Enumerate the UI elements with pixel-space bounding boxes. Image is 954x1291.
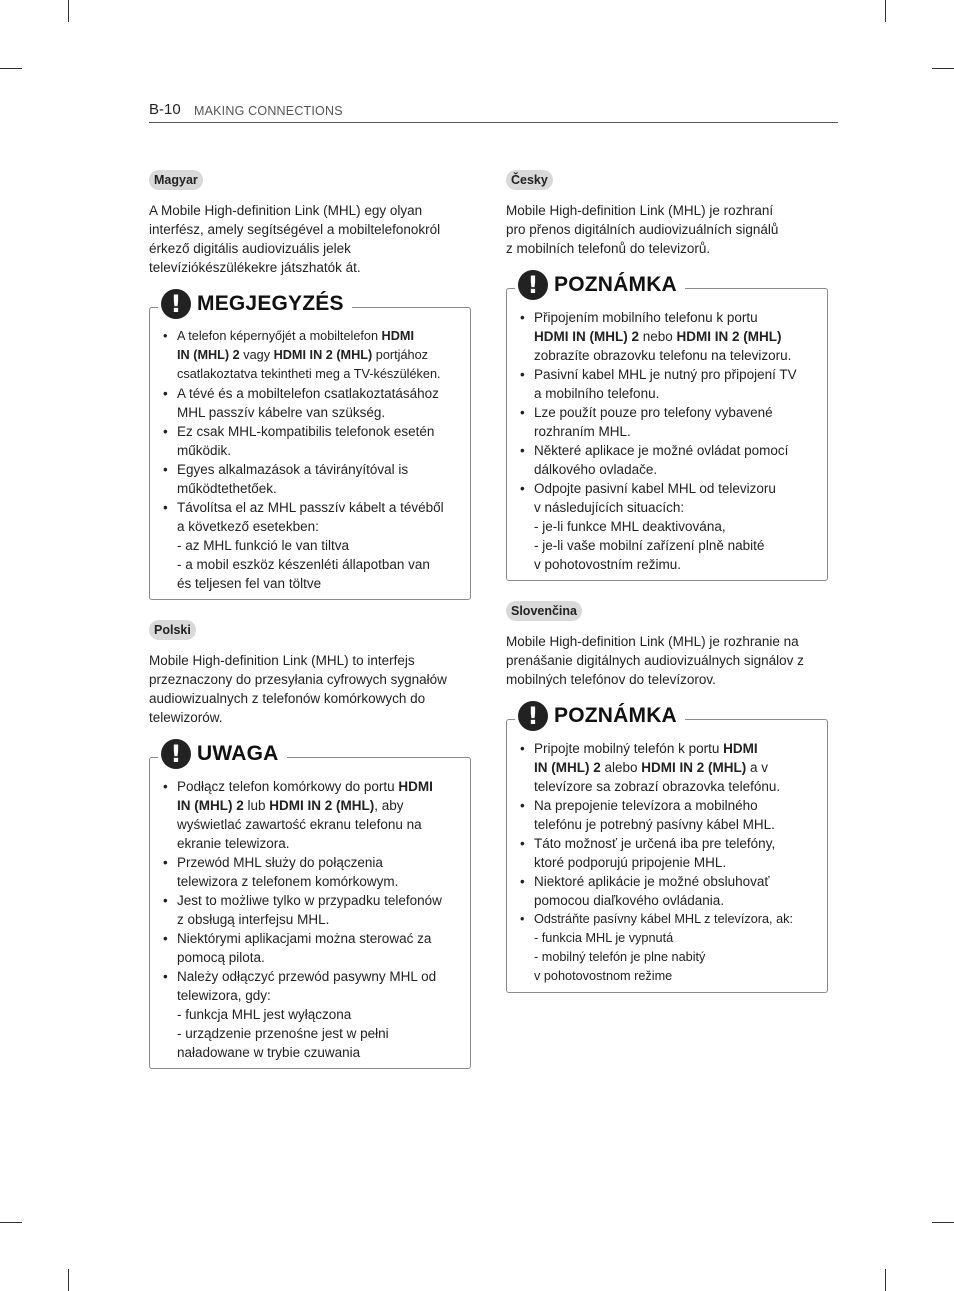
list-item	[163, 967, 458, 1062]
item-text: Przewód MHL służy do połączenia telewizora z telefonem komórkowym.	[177, 855, 399, 889]
note-header	[515, 698, 685, 734]
list-item	[163, 422, 458, 460]
list-item	[520, 739, 815, 796]
language-label: Česky	[506, 170, 553, 190]
list-item	[520, 834, 815, 872]
intro-paragraph: Mobile High-definition Link (MHL) je rozhranie na prenášanie digitálnych audiovizuálnych signálov z mobilných telefónov do televízorov.	[506, 634, 804, 687]
note-list	[163, 327, 458, 593]
crop-mark	[0, 68, 22, 69]
item-text: Lze použít pouze pro telefony vybavené rozhraním MHL.	[534, 405, 773, 439]
note-box	[149, 290, 471, 600]
crop-mark	[68, 1269, 69, 1291]
item-text: Należy odłączyć przewód pasywny MHL od telewizora, gdy: - funkcja MHL jest wyłączona - urządzenie przenośne jest w pełni naładowane w trybie czuwania	[177, 969, 437, 1060]
crop-mark	[68, 0, 69, 22]
list-item	[520, 403, 815, 441]
note-box	[149, 740, 471, 1069]
list-item	[163, 384, 458, 422]
item-text: Niektórymi aplikacjami można sterować za pomocą pilota.	[177, 931, 432, 965]
list-item	[163, 891, 458, 929]
intro-paragraph: Mobile High-definition Link (MHL) to interfejs przeznaczony do przesyłania cyfrowych sygnałów audiowizualnych z telefonów komórkowych do telewizorów.	[149, 653, 447, 725]
crop-mark	[932, 68, 954, 69]
section-czech	[506, 170, 828, 581]
note-title: POZNÁMKA	[554, 704, 677, 727]
item-text: , aby wyświetlać zawartość ekranu telefonu na ekranie telewizora.	[177, 798, 422, 851]
item-text: lub	[243, 798, 270, 813]
list-item	[163, 777, 458, 853]
right-column	[506, 170, 828, 993]
exclamation-icon: !	[518, 701, 548, 731]
list-item	[163, 498, 458, 593]
item-text: Ez csak MHL-kompatibilis telefonok esetén működik.	[177, 424, 435, 458]
section-hungarian	[149, 170, 471, 600]
list-item	[520, 365, 815, 403]
list-item	[163, 327, 458, 384]
intro-paragraph: Mobile High-definition Link (MHL) je rozhraní pro přenos digitálních audiovizuálních signálů z mobilních telefonů do televizorů.	[506, 203, 779, 256]
page-number: B-10	[149, 101, 181, 118]
port-label: HDMI IN 2 (MHL)	[641, 760, 747, 775]
item-text: alebo	[600, 760, 642, 775]
language-label: Polski	[149, 620, 196, 640]
note-list	[520, 308, 815, 574]
item-text: Pasivní kabel MHL je nutný pro připojení TV a mobilního telefonu.	[534, 367, 797, 401]
intro-paragraph: A Mobile High-definition Link (MHL) egy olyan interfész, amely segítségével a mobiltelefonokról érkező digitális audiovizuális jelek televíziókészülékekre játszhatók át.	[149, 203, 441, 275]
section-title: MAKING CONNECTIONS	[194, 104, 343, 118]
port-label: HDMI IN 2 (MHL)	[269, 798, 375, 813]
crop-mark	[885, 1269, 886, 1291]
item-text: zobrazíte obrazovku telefonu na televizoru.	[534, 348, 792, 363]
port-label: HDMI IN 2 (MHL)	[273, 348, 373, 362]
list-item	[163, 853, 458, 891]
section-slovak	[506, 601, 828, 993]
item-text: A tévé és a mobiltelefon csatlakoztatásához MHL passzív kábelre van szükség.	[177, 386, 439, 420]
item-text: Niektoré aplikácie je možné obsluhovať pomocou diaľkového ovládania.	[534, 874, 770, 908]
language-label: Slovenčina	[506, 601, 582, 621]
note-title: POZNÁMKA	[554, 273, 677, 296]
item-text: nebo	[639, 329, 677, 344]
list-item	[520, 910, 815, 986]
exclamation-icon: !	[161, 289, 191, 319]
item-text: Táto možnosť je určená iba pre telefóny, ktoré podporujú pripojenie MHL.	[534, 836, 776, 870]
port-label: HDMI IN 2 (MHL)	[676, 329, 782, 344]
note-list	[163, 777, 458, 1062]
item-text: Podłącz telefon komórkowy do portu	[177, 779, 399, 794]
section-polish	[149, 620, 471, 1069]
note-header	[158, 286, 352, 322]
item-text: A telefon képernyőjét a mobiltelefon	[177, 329, 382, 343]
item-text: a v televízore sa zobrazí obrazovka telefónu.	[534, 760, 781, 794]
port-label: HDMI IN (MHL) 2	[177, 329, 414, 362]
note-box	[506, 271, 828, 581]
item-text: Egyes alkalmazások a távirányítóval is működtethetőek.	[177, 462, 409, 496]
note-box	[506, 702, 828, 993]
item-text: Na prepojenie televízora a mobilného telefónu je potrebný pasívny kábel MHL.	[534, 798, 775, 832]
note-title: UWAGA	[197, 742, 279, 765]
item-text: Jest to możliwe tylko w przypadku telefonów z obsługą interfejsu MHL.	[177, 893, 442, 927]
port-label: HDMI IN (MHL) 2	[534, 329, 639, 344]
left-column	[149, 170, 471, 1069]
note-list	[520, 739, 815, 986]
crop-mark	[885, 0, 886, 22]
page-header	[149, 101, 838, 123]
note-header	[515, 267, 685, 303]
item-text: portjához csatlakoztatva tekintheti meg a TV-készüléken.	[177, 348, 441, 381]
list-item	[520, 441, 815, 479]
language-label: Magyar	[149, 170, 203, 190]
crop-mark	[0, 1222, 22, 1223]
port-label: HDMI IN (MHL) 2	[177, 779, 433, 813]
item-text: Některé aplikace je možné ovládat pomocí dálkového ovladače.	[534, 443, 789, 477]
list-item	[520, 479, 815, 574]
port-label: HDMI IN (MHL) 2	[534, 741, 758, 775]
exclamation-icon: !	[518, 270, 548, 300]
item-text: Pripojte mobilný telefón k portu	[534, 741, 724, 756]
item-text: Távolítsa el az MHL passzív kábelt a tévéből a következő esetekben: - az MHL funkció le van tiltva - a mobil eszköz készenléti állapotban van és teljesen fel van töltve	[177, 500, 444, 591]
note-header	[158, 736, 287, 772]
item-text: Odstráňte pasívny kábel MHL z televízora, ak: - funkcia MHL je vypnutá - mobilný telefón je plne nabitý v pohotovostnom režime	[534, 912, 794, 983]
list-item	[520, 308, 815, 365]
item-text: Připojením mobilního telefonu k portu	[534, 310, 758, 325]
item-text: Odpojte pasivní kabel MHL od televizoru v následujících situacích: - je-li funkce MHL deaktivována, - je-li vaše mobilní zařízení plně nabité v pohotovostním režimu.	[534, 481, 776, 572]
exclamation-icon: !	[161, 739, 191, 769]
note-title: MEGJEGYZÉS	[197, 292, 344, 315]
item-text: vagy	[239, 348, 274, 362]
list-item	[163, 460, 458, 498]
crop-mark	[932, 1222, 954, 1223]
list-item	[520, 796, 815, 834]
list-item	[163, 929, 458, 967]
list-item	[520, 872, 815, 910]
